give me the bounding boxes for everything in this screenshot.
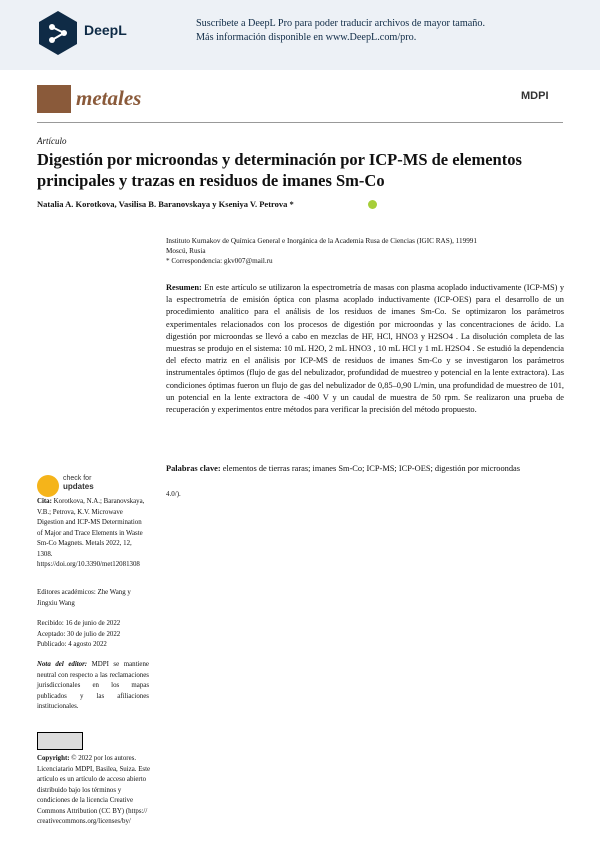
abstract-text: En este artículo se utilizaron la espectrometría de masas con plasma acoplado inductivamente (ICP-MS) y la espectrometría de emisión óptica con plasma acoplado inductivamente (ICP-OES) para el desarrollo de un procedimiento analítico para el análisis de los residuos de imanes Sm-Co. Se optimizaron los parámetros experimentales relacionados con los procesos de digestión por microondas y las concentraciones de ácido. La digestión por microondas se llevó a cabo en mezclas de HF, HCl, HNO3 y H2SO4 . La disolución completa de las muestras se produjo en el sistema: 10 mL H2O, 2 mL HNO3 , 10 mL HCl y 1 mL H2SO4 . Se estudió la dependencia del efecto matriz en el análisis por ICP-MS de residuos de imanes Sm-Co y se investigaron los parámetros instrumentales óptimos (flujo de gas del nebulizador, profundidad de muestreo y potencial en la lente extractora). Las condiciones óptimas fueron un flujo de gas del nebulizador de 0,85–0,90 L/min, una profundidad de muestreo de 101, un potencial en la lente extractora de -400 V y un caudal de muestra de 50 rpm. Se realizaron una prueba de recuperación y experimentos entre métodos para verificar la precisión del método propuesto.: [166, 283, 565, 415]
keywords-continuation: 4.0/).: [166, 490, 181, 498]
check-updates-label[interactable]: check for updates: [63, 475, 94, 491]
authors: Natalia A. Korotkova, Vasilisa B. Baranovskaya y Kseniya V. Petrova *: [37, 199, 294, 209]
abstract-label: Resumen:: [166, 283, 202, 292]
check-updates-icon[interactable]: [37, 475, 59, 497]
deepl-pro-link[interactable]: Más información disponible en www.DeepL.com/pro.: [196, 32, 417, 43]
keywords: [166, 463, 586, 475]
cc-by-license-icon[interactable]: [37, 732, 83, 750]
header-divider: [37, 122, 563, 123]
deepl-brand: DeepL: [84, 22, 127, 38]
deepl-logo-icon: [37, 10, 79, 56]
article-title: Digestión por microondas y determinación por ICP-MS de elementos principales y trazas en residuos de imanes Sm-Co: [37, 150, 522, 190]
orcid-icon[interactable]: [368, 200, 377, 209]
copyright: Copyright: © 2022 por los autores. Licenciatario MDPI, Basilea, Suiza. Este artículo es un artículo de acceso abierto distribuido bajo los términos y condiciones de la licencia Creative Commons Attribution (CC BY) (https:// creativecommons.org/licenses/by/: [37, 755, 151, 825]
banner-message: Suscríbete a DeepL Pro para poder traducir archivos de mayor tamaño. Más información disponible en www.DeepL.com/pro.: [196, 18, 486, 43]
journal-logo-icon: [37, 85, 71, 113]
article-type: Artículo: [37, 136, 67, 146]
academic-editors: Editores académicos: Zhe Wang y Jingxiu Wang: [37, 589, 131, 607]
abstract: [166, 282, 564, 416]
citation: Cita: Korotkova, N.A.; Baranovskaya, V.B.; Petrova, K.V. Microwave Digestion and ICP-MS Determination of Major and Trace Elements in Waste Sm-Co Magnets. Metals 2022, 12, 1308. https://doi.org/10.3390/met12081308: [37, 498, 145, 568]
keywords-label: Palabras clave:: [166, 464, 221, 473]
publisher-note: Nota del editor: MDPI se mantiene neutral con respecto a las reclamaciones jurisdiccionales en los mapas publicados y las afiliaciones institucionales.: [37, 661, 149, 710]
journal-name: metales: [76, 86, 142, 110]
keywords-text: elementos de tierras raras; imanes Sm-Co; ICP-MS; ICP-OES; digestión por microondas: [222, 464, 521, 473]
affiliations: Instituto Kurnakov de Química General e Inorgánica de la Academia Rusa de Ciencias (IGIC RAS), 119991 Moscú, Rusia * Correspondencia: gkv007@mail.ru: [166, 237, 477, 265]
publisher-logo: MDPI: [521, 90, 549, 102]
publication-dates: Recibido: 16 de junio de 2022 Aceptado: 30 de julio de 2022 Publicado: 4 agosto 2022: [37, 620, 121, 648]
